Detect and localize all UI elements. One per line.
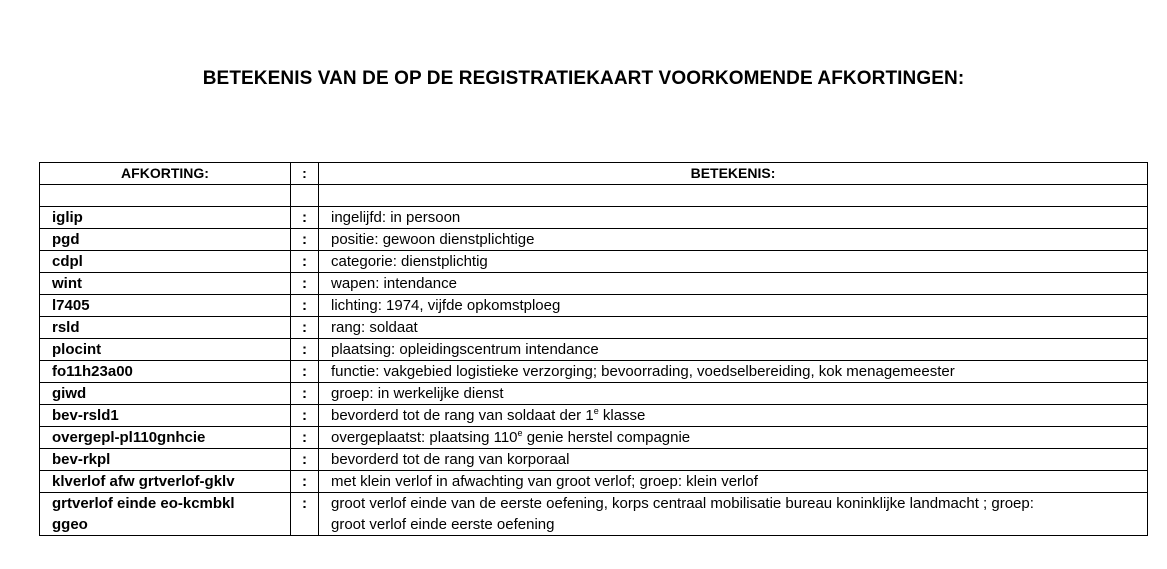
abbreviation-cell: [40, 493, 291, 536]
meaning-cell: [319, 185, 1148, 207]
separator-cell: :: [291, 405, 319, 427]
abbreviation-cell: wint: [40, 273, 291, 295]
abbreviation-cell: l7405: [40, 295, 291, 317]
table-row: [40, 251, 1148, 273]
abbreviation-cell: [40, 185, 291, 207]
meaning-line: groot verlof einde van de eerste oefening, korps centraal mobilisatie bureau koninklijke landmacht ; groep:: [331, 495, 1034, 512]
separator-cell: :: [291, 493, 319, 536]
meaning-cell: [319, 493, 1148, 536]
meaning-cell: positie: gewoon dienstplichtige: [319, 229, 1148, 251]
abbreviation-cell: plocint: [40, 339, 291, 361]
separator-cell: :: [291, 317, 319, 339]
meaning-cell: [319, 427, 1148, 449]
header-separator: :: [291, 163, 319, 185]
separator-cell: :: [291, 251, 319, 273]
ordinal-superscript: e: [593, 406, 599, 416]
table-header-row: [40, 163, 1148, 185]
abbreviation-cell: giwd: [40, 383, 291, 405]
separator-cell: :: [291, 273, 319, 295]
meaning-cell: [319, 405, 1148, 427]
meaning-cell: plaatsing: opleidingscentrum intendance: [319, 339, 1148, 361]
abbreviation-cell: overgepl-pl110gnhcie: [40, 427, 291, 449]
header-abbreviation: AFKORTING:: [40, 163, 291, 185]
separator-cell: :: [291, 471, 319, 493]
abbreviation-cell: klverlof afw grtverlof-gklv: [40, 471, 291, 493]
meaning-text: bevorderd tot de rang van soldaat der 1: [331, 407, 594, 424]
abbreviations-table: [39, 162, 1148, 536]
header-meaning: BETEKENIS:: [319, 163, 1148, 185]
abbreviation-line: grtverlof einde eo-kcmbkl: [52, 495, 235, 512]
separator-cell: :: [291, 229, 319, 251]
abbreviation-cell: pgd: [40, 229, 291, 251]
abbreviation-cell: fo11h23a00: [40, 361, 291, 383]
meaning-cell: groep: in werkelijke dienst: [319, 383, 1148, 405]
abbreviation-cell: iglip: [40, 207, 291, 229]
table-row: [40, 317, 1148, 339]
meaning-line: groot verlof einde eerste oefening: [331, 516, 555, 533]
abbreviation-line: ggeo: [52, 516, 88, 533]
separator-cell: :: [291, 361, 319, 383]
table-row: [40, 383, 1148, 405]
table-row: [40, 207, 1148, 229]
meaning-cell: bevorderd tot de rang van korporaal: [319, 449, 1148, 471]
table-row: [40, 339, 1148, 361]
table-row: [40, 471, 1148, 493]
table-row: [40, 493, 1148, 536]
abbreviation-cell: bev-rsld1: [40, 405, 291, 427]
table-row: [40, 427, 1148, 449]
meaning-cell: rang: soldaat: [319, 317, 1148, 339]
page-title: BETEKENIS VAN DE OP DE REGISTRATIEKAART VOORKOMENDE AFKORTINGEN:: [202, 68, 965, 89]
meaning-text: klasse: [598, 407, 646, 424]
ordinal-superscript: e: [517, 428, 523, 438]
table-row-empty: [40, 185, 1148, 207]
abbreviation-cell: cdpl: [40, 251, 291, 273]
separator-cell: :: [291, 449, 319, 471]
table-row: [40, 405, 1148, 427]
meaning-cell: wapen: intendance: [319, 273, 1148, 295]
separator-cell: :: [291, 339, 319, 361]
table-row: [40, 295, 1148, 317]
separator-cell: :: [291, 383, 319, 405]
table-row: [40, 361, 1148, 383]
table-row: [40, 273, 1148, 295]
separator-cell: :: [291, 427, 319, 449]
table-row: [40, 449, 1148, 471]
meaning-cell: lichting: 1974, vijfde opkomstploeg: [319, 295, 1148, 317]
meaning-cell: ingelijfd: in persoon: [319, 207, 1148, 229]
separator-cell: :: [291, 295, 319, 317]
meaning-cell: categorie: dienstplichtig: [319, 251, 1148, 273]
separator-cell: [291, 185, 319, 207]
meaning-cell: functie: vakgebied logistieke verzorging; bevoorrading, voedselbereiding, kok menagemeester: [319, 361, 1148, 383]
meaning-text: genie herstel compagnie: [522, 429, 691, 446]
abbreviation-cell: bev-rkpl: [40, 449, 291, 471]
meaning-text: overgeplaatst: plaatsing 110: [331, 429, 518, 446]
abbreviation-cell: rsld: [40, 317, 291, 339]
separator-cell: :: [291, 207, 319, 229]
table-row: [40, 229, 1148, 251]
meaning-cell: met klein verlof in afwachting van groot verlof; groep: klein verlof: [319, 471, 1148, 493]
